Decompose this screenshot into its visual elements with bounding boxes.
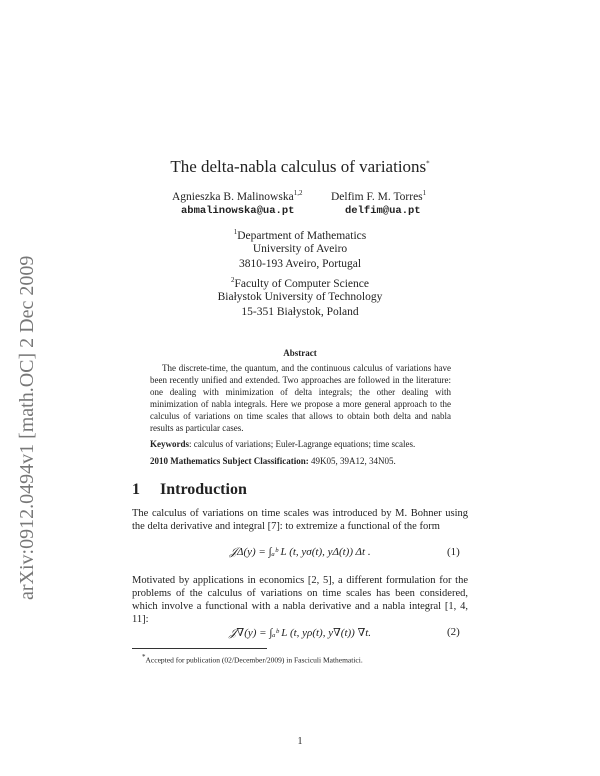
aff-text: Department of Mathematics — [237, 229, 367, 242]
aff-sup: 2 — [231, 276, 235, 284]
affiliation-2-line-2: Białystok University of Technology — [217, 291, 383, 303]
author-2-email: delfim@ua.pt — [345, 205, 421, 217]
affiliation-1-line-3: 3810-193 Aveiro, Portugal — [238, 258, 362, 270]
msc-label: 2010 Mathematics Subject Classification: — [150, 456, 309, 466]
section-number: 1 — [132, 481, 140, 498]
affiliation-1-line-1 — [0, 228, 600, 242]
equation-1: 𝒥Δ(y) = ∫ₐᵇ L (t, yσ(t), yΔ(t)) Δt . — [229, 546, 371, 558]
aff-sup: 1 — [233, 228, 238, 236]
msc-text: 49K05, 39A12, 34N05. — [308, 456, 396, 466]
keywords — [150, 439, 415, 449]
author-1-email: abmalinowska@ua.pt — [181, 205, 295, 217]
paragraph-2: Motivated by applications in economics [2, 5], a different formulation for the problems of the calculus of variations on time scales has been considered, which involve a functional with a nabla derivative and a nabla integral [1, 4, 11]: — [132, 575, 468, 625]
affiliation-1-line-2: University of Aveiro — [252, 243, 348, 255]
footnote — [142, 653, 363, 665]
abstract-heading: Abstract — [283, 348, 317, 358]
footnote-mark: * — [142, 653, 146, 661]
keywords-text: : calculus of variations; Euler-Lagrange equations; time scales. — [189, 439, 416, 449]
affiliation-2-line-1 — [0, 276, 600, 290]
author-1 — [172, 189, 302, 203]
author-sup: 1 — [422, 189, 427, 197]
aff-text: Faculty of Computer Science — [234, 277, 369, 290]
equation-1-number: (1) — [447, 546, 460, 558]
author-name: Agnieszka B. Malinowska — [172, 190, 294, 203]
paragraph-1: The calculus of variations on time scales was introduced by M. Bohner using the delta derivative and integral [7]: to extremize a functional of the form — [132, 508, 468, 532]
msc — [150, 456, 396, 466]
equation-2-number: (2) — [447, 626, 460, 638]
abstract-text: The discrete-time, the quantum, and the continuous calculus of variations have been recently unified and extended. Two approaches are followed in the literature: one dealing with minimization of delta integrals; the other dealing with minimization of nabla integrals. Here we propose a more general approach to the calculus of variations on time scales that allows to obtain both delta and nabla results as particular cases. — [150, 363, 451, 433]
author-2 — [331, 189, 426, 203]
section-title: Introduction — [160, 481, 247, 498]
title-footnote-mark: * — [426, 159, 430, 168]
arxiv-stamp: arXiv:0912.0494v1 [math.OC] 2 Dec 2009 — [16, 255, 38, 600]
equation-2: 𝒥∇(y) = ∫ₐᵇ L (t, yρ(t), y∇(t)) ∇t. — [228, 627, 372, 639]
section-heading — [132, 481, 247, 499]
footnote-rule — [132, 648, 267, 649]
page-number: 1 — [297, 736, 303, 747]
title-text: The delta-nabla calculus of variations — [170, 157, 427, 176]
keywords-label: Keywords — [150, 439, 189, 449]
author-name: Delfim F. M. Torres — [331, 190, 423, 203]
affiliation-2-line-3: 15-351 Białystok, Poland — [241, 306, 359, 318]
paper-title — [0, 157, 600, 177]
author-sup: 1,2 — [293, 189, 303, 197]
footnote-text: Accepted for publication (02/December/2009) in Fasciculi Mathematici. — [145, 655, 363, 665]
